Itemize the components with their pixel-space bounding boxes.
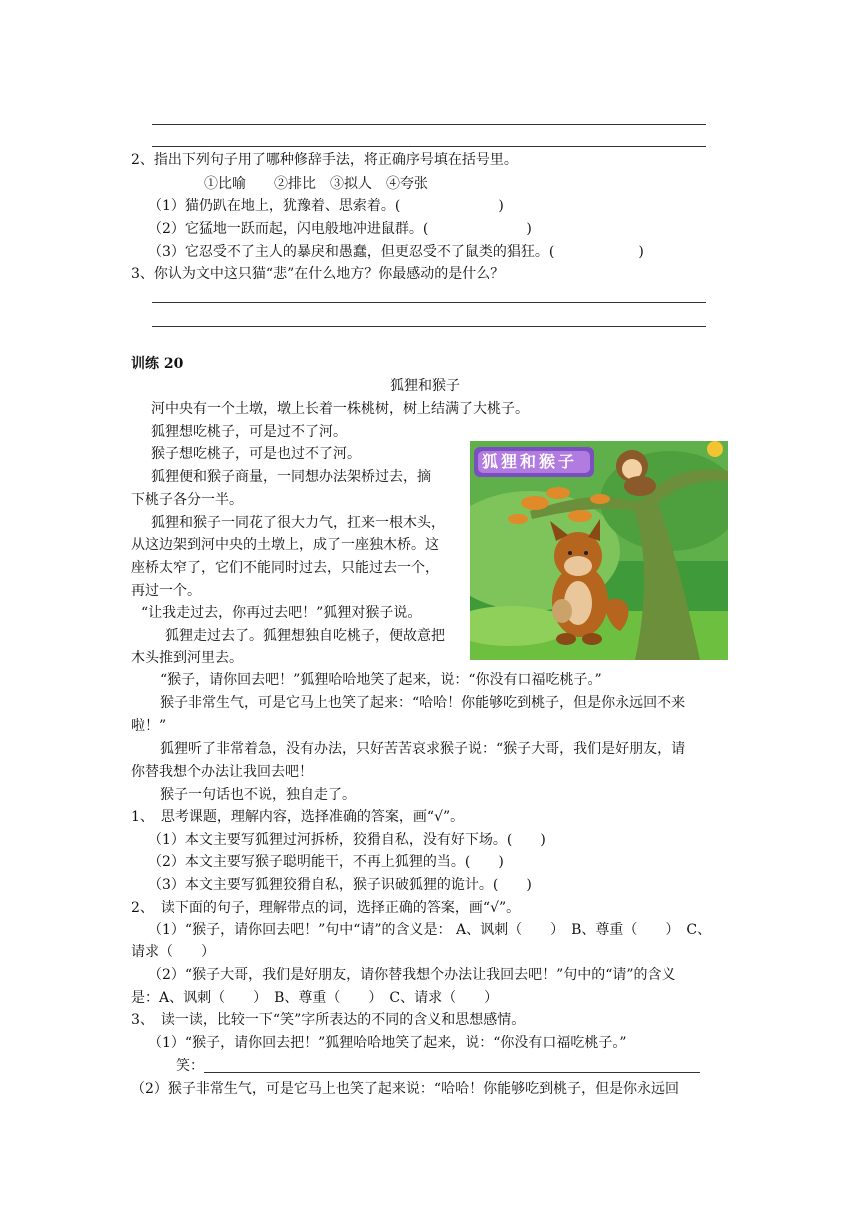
story-title: 狐狸和猴子 xyxy=(390,378,460,394)
question-3b-line: （2）猴子非常生气，可是它马上也笑了起来说：“哈哈！你能够吃到桃子，但是你永远回 xyxy=(131,1081,680,1097)
story-line: “猴子，请你回去吧！”狐狸哈哈地笑了起来，说：“你没有口福吃桃子。” xyxy=(160,672,602,688)
story-line: 河中央有一个土墩，墩上长着一株桃树，树上结满了大桃子。 xyxy=(151,401,529,417)
question-2b-line: 是：A、讽刺（ ） B、尊重（ ） C、请求（ ） xyxy=(131,990,499,1006)
question-1-item: （3）本文主要写狐狸狡猾自私，猴子识破狐狸的诡计。( ) xyxy=(148,877,532,893)
story-line: 再过一个。 xyxy=(131,583,201,599)
answer-line xyxy=(152,326,706,327)
section-heading: 训练 20 xyxy=(131,356,184,372)
question-1-item: （2）本文主要写猴子聪明能干，不再上狐狸的当。( ) xyxy=(148,854,504,870)
story-line: 啦！” xyxy=(131,718,167,734)
answer-line xyxy=(152,124,706,125)
question-3b-line: （1）“猴子，请你回去把！”狐狸哈哈地笑了起来，说：“你没有口福吃桃子。” xyxy=(148,1035,627,1051)
question-2-options: ①比喻 ②排比 ③拟人 ④夸张 xyxy=(204,176,428,192)
story-line: 狐狸和猴子一同花了很大力气，扛来一根木头， xyxy=(151,515,445,531)
illustration-title: 狐狸和猴子 xyxy=(482,452,578,471)
question-2b-line: 请求（ ） xyxy=(131,944,215,960)
story-line: 从这边架到河中央的土墩上，成了一座独木桥。这 xyxy=(131,537,439,553)
story-line: 你替我想个办法让我回去吧！ xyxy=(131,764,313,780)
story-line: 座桥太窄了，它们不能同时过去，只能过去一个， xyxy=(131,560,439,576)
story-line: 狐狸便和猴子商量，一同想办法架桥过去，摘 xyxy=(151,469,431,485)
question-3b-label: 笑： xyxy=(176,1058,204,1074)
question-2b: 2、 读下面的句子，理解带点的词，选择正确的答案，画“√”。 xyxy=(131,900,521,916)
question-2-item: （1）猫仍趴在地上，犹豫着、思索着。( ) xyxy=(148,198,504,214)
question-2b-line: （1）“猴子，请你回去吧！”句中“请”的含义是： A、讽刺（ ） B、尊重（ ） C、 xyxy=(148,922,712,938)
story-line: 猴子非常生气，可是它马上也笑了起来：“哈哈！你能够吃到桃子，但是你永远回不来 xyxy=(160,695,686,711)
story-line: 狐狸听了非常着急，没有办法，只好苦苦哀求猴子说：“猴子大哥，我们是好朋友，请 xyxy=(160,741,686,757)
question-1: 1、 思考课题，理解内容，选择准确的答案，画“√”。 xyxy=(131,809,465,825)
story-line: 猴子一句话也不说，独自走了。 xyxy=(160,787,356,803)
question-3: 3、你认为文中这只猫“悲”在什么地方？你最感动的是什么？ xyxy=(131,266,505,282)
story-line: 下桃子各分一半。 xyxy=(131,492,243,508)
question-2: 2、指出下列句子用了哪种修辞手法，将正确序号填在括号里。 xyxy=(131,152,518,168)
answer-line xyxy=(204,1072,700,1073)
question-2b-line: （2）“猴子大哥，我们是好朋友，请你替我想个办法让我回去吧！”句中的“请”的含义 xyxy=(148,967,676,983)
story-line: “让我走过去，你再过去吧！”狐狸对猴子说。 xyxy=(141,605,422,621)
story-line: 猴子想吃桃子，可是也过不了河。 xyxy=(151,446,361,462)
answer-line xyxy=(152,146,706,147)
story-line: 狐狸想吃桃子，可是过不了河。 xyxy=(151,424,347,440)
story-line: 狐狸走过去了。狐狸想独自吃桃子，便故意把 xyxy=(165,628,445,644)
question-3b: 3、 读一读，比较一下“笑”字所表达的不同的含义和思想感情。 xyxy=(131,1012,526,1028)
question-2-item: （3）它忍受不了主人的暴戾和愚蠢，但更忍受不了鼠类的猖狂。( ) xyxy=(148,244,644,260)
question-2-item: （2）它猛地一跃而起，闪电般地冲进鼠群。( ) xyxy=(148,221,532,237)
story-line: 木头推到河里去。 xyxy=(131,650,243,666)
question-1-item: （1）本文主要写狐狸过河拆桥，狡猾自私，没有好下场。( ) xyxy=(148,832,546,848)
answer-line xyxy=(152,302,706,303)
fox-and-monkey-illustration xyxy=(470,441,728,660)
